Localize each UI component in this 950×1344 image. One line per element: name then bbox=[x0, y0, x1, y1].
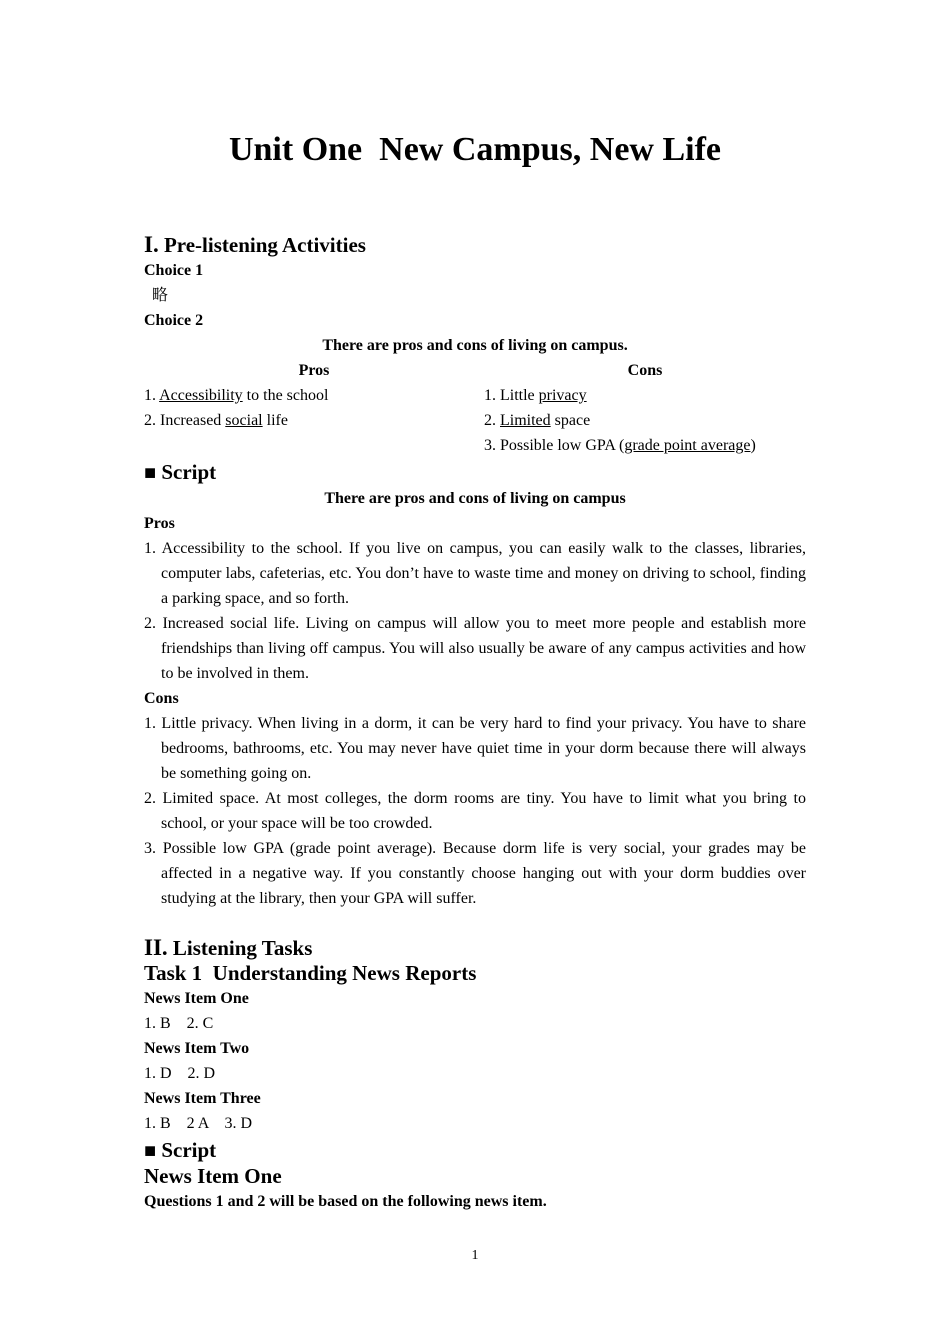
pros-header: Pros bbox=[298, 362, 330, 379]
section-numeral: I. bbox=[144, 232, 159, 257]
cons-item-key: grade point average bbox=[624, 437, 751, 454]
cons-header: Cons bbox=[627, 362, 663, 379]
pros-cons-table-title: There are pros and cons of living on campus. bbox=[322, 337, 628, 354]
script-pros-label: Pros bbox=[144, 515, 175, 532]
script-heading bbox=[144, 1138, 806, 1164]
script-intro: Questions 1 and 2 will be based on the following news item. bbox=[144, 1193, 547, 1210]
cons-item bbox=[484, 433, 806, 458]
pros-item-key: Accessibility bbox=[159, 387, 243, 404]
square-bullet-icon: ■ bbox=[144, 1140, 157, 1162]
cons-item bbox=[484, 408, 806, 433]
script-cons-paragraph: 1. Little privacy. When living in a dorm, it can be very hard to find your privacy. You have to share bedrooms, bathrooms, etc. You may never have quiet time in your dorm because there will always be something going on. bbox=[144, 715, 806, 782]
choice1-content: 略 bbox=[152, 287, 169, 304]
script-label: Script bbox=[161, 460, 217, 484]
pros-empty-cell bbox=[144, 433, 484, 458]
script-pros-paragraph: 1. Accessibility to the school. If you live on campus, you can easily walk to the classes, libraries, computer labs, cafeterias, etc. You don’t have to waste time and money on driving to school, finding a parking space, and so forth. bbox=[144, 540, 806, 607]
cons-item-pre: 3. Possible low GPA ( bbox=[484, 437, 625, 454]
news-item-label: News Item Two bbox=[144, 1040, 250, 1057]
script-cons-paragraph: 3. Possible low GPA (grade point average). Because dorm life is very social, your grades may be affected in a negative way. If you constantly choose hanging out with your dorm buddies over studying at the library, then your GPA will suffer. bbox=[144, 840, 806, 907]
task1-heading: Task 1 Understanding News Reports bbox=[144, 961, 477, 985]
pros-cons-table bbox=[144, 358, 806, 458]
pros-item-rest: to the school bbox=[242, 387, 329, 404]
script-news-item-heading: News Item One bbox=[144, 1164, 282, 1188]
section-heading-text: Listening Tasks bbox=[172, 936, 313, 960]
news-item-label: News Item One bbox=[144, 990, 249, 1007]
section-heading-text: Pre-listening Activities bbox=[163, 233, 366, 257]
pros-item-num: 2. Increased bbox=[144, 412, 226, 429]
script-title: There are pros and cons of living on campus bbox=[324, 490, 626, 507]
cons-item-key: Limited bbox=[500, 412, 551, 429]
news-item-label: News Item Three bbox=[144, 1090, 261, 1107]
page-content bbox=[144, 128, 806, 1214]
script-cons-label: Cons bbox=[144, 690, 179, 707]
spacer bbox=[144, 911, 806, 935]
script-label: Script bbox=[161, 1138, 217, 1162]
section-heading-pre-listening bbox=[144, 232, 806, 258]
pros-item bbox=[144, 383, 484, 408]
pros-item-num: 1. bbox=[144, 387, 160, 404]
pros-item bbox=[144, 408, 484, 433]
page-number: 1 bbox=[471, 1248, 479, 1263]
news-item-answers: 1. B 2 A 3. D bbox=[144, 1115, 253, 1132]
square-bullet-icon: ■ bbox=[144, 462, 157, 484]
cons-item-key: privacy bbox=[538, 387, 587, 404]
pros-item-rest: life bbox=[262, 412, 288, 429]
script-heading bbox=[144, 460, 806, 486]
choice1-label: Choice 1 bbox=[144, 262, 204, 279]
news-item-answers: 1. D 2. D bbox=[144, 1065, 216, 1082]
cons-item-post: ) bbox=[750, 437, 756, 454]
cons-item-pre: 2. bbox=[484, 412, 500, 429]
cons-item-post: space bbox=[550, 412, 591, 429]
script-cons-paragraph: 2. Limited space. At most colleges, the dorm rooms are tiny. You have to limit what you bring to school, or your space will be too crowded. bbox=[144, 790, 806, 832]
section-numeral: II. bbox=[144, 935, 168, 960]
script-pros-paragraph: 2. Increased social life. Living on campus will allow you to meet more people and establish more friendships than living off campus. You will also usually be aware of any campus activities and how to be involved in them. bbox=[144, 615, 806, 682]
choice2-label: Choice 2 bbox=[144, 312, 204, 329]
page-title: Unit One New Campus, New Life bbox=[228, 131, 722, 168]
cons-item bbox=[484, 383, 806, 408]
section-heading-listening-tasks bbox=[144, 935, 806, 961]
cons-item-pre: 1. Little bbox=[484, 387, 539, 404]
news-item-answers: 1. B 2. C bbox=[144, 1015, 214, 1032]
pros-item-key: social bbox=[225, 412, 263, 429]
